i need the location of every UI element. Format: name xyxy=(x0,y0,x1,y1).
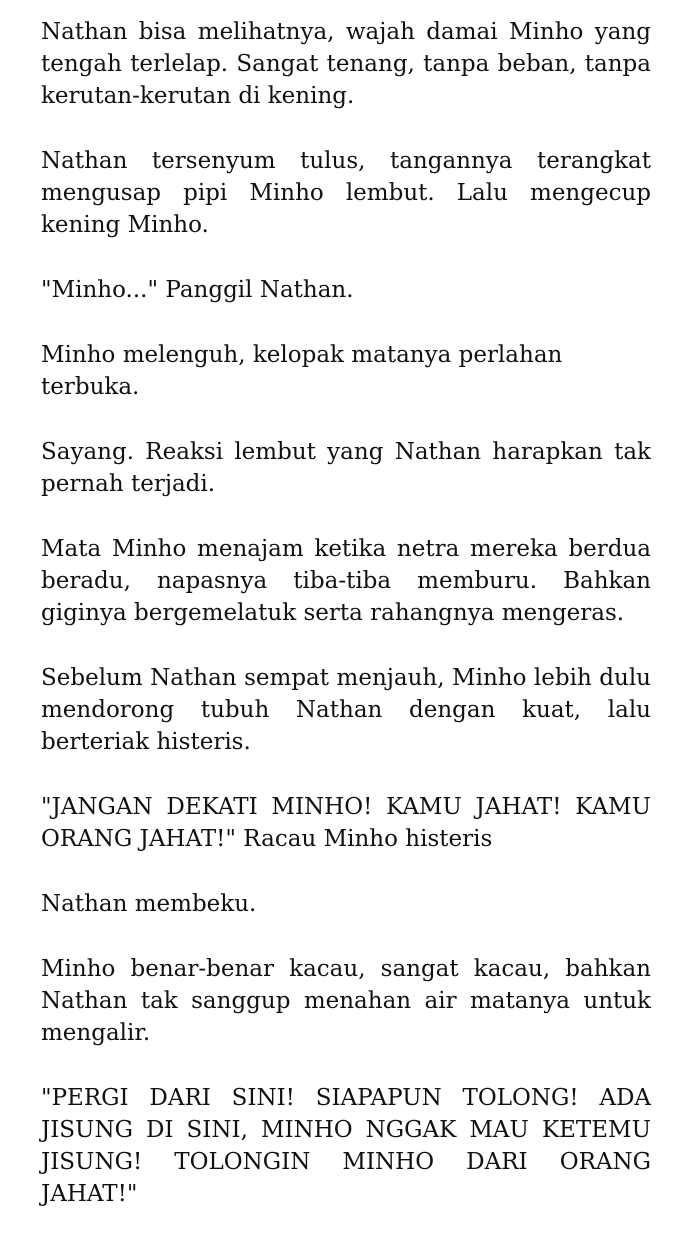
paragraph-8: "JANGAN DEKATI MINHO! KAMU JAHAT! KAMU ORANG JAHAT!" Racau Minho histeris xyxy=(41,794,651,852)
paragraph-10: Minho benar-benar kacau, sangat kacau, bahkan Nathan tak sanggup menahan air matanya untuk mengalir. xyxy=(41,956,651,1046)
paragraph-7: Sebelum Nathan sempat menjauh, Minho lebih dulu mendorong tubuh Nathan dengan kuat, lalu berteriak histeris. xyxy=(41,665,651,755)
paragraph-1: Nathan bisa melihatnya, wajah damai Minho yang tengah terlelap. Sangat tenang, tanpa beban, tanpa kerutan-kerutan di kening. xyxy=(41,19,651,109)
paragraph-6: Mata Minho menajam ketika netra mereka berdua beradu, napasnya tiba-tiba memburu. Bahkan giginya bergemelatuk serta rahangnya mengeras. xyxy=(41,536,651,626)
paragraph-9: Nathan membeku. xyxy=(41,891,257,917)
document-page xyxy=(41,16,651,1243)
paragraph-4: Minho melenguh, kelopak matanya perlahan terbuka. xyxy=(41,342,563,400)
paragraph-2: Nathan tersenyum tulus, tangannya terangkat mengusap pipi Minho lembut. Lalu mengecup kening Minho. xyxy=(41,148,651,238)
paragraph-5: Sayang. Reaksi lembut yang Nathan harapkan tak pernah terjadi. xyxy=(41,439,651,497)
paragraph-11: "PERGI DARI SINI! SIAPAPUN TOLONG! ADA JISUNG DI SINI, MINHO NGGAK MAU KETEMU JISUNG! TOLONGIN MINHO DARI ORANG JAHAT!" xyxy=(41,1085,651,1207)
paragraph-3: "Minho..." Panggil Nathan. xyxy=(41,277,354,303)
